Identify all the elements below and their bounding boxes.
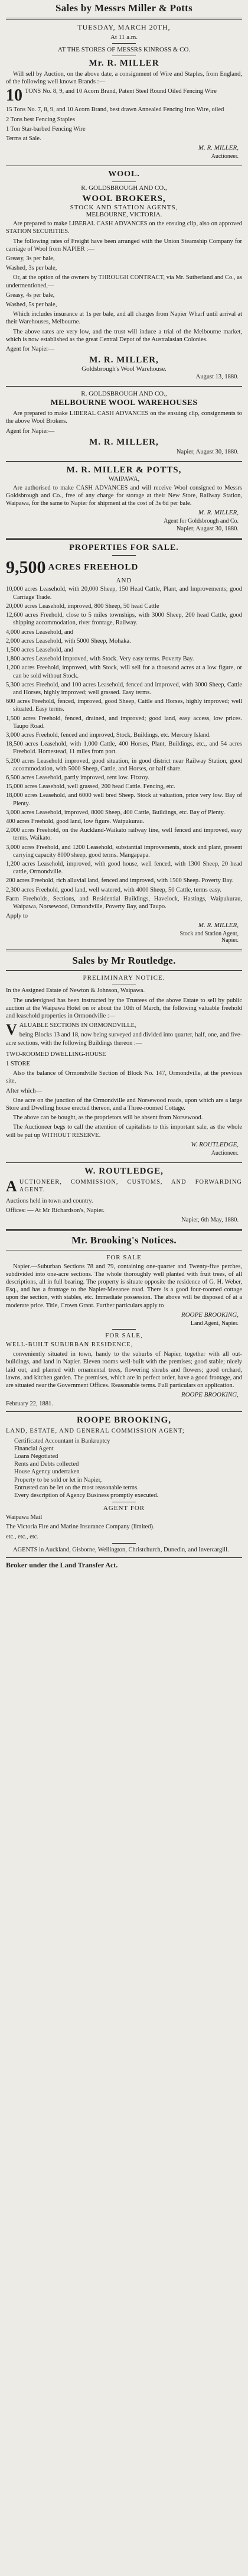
routledge-title: Sales by Mr Routledge. — [72, 955, 176, 967]
signature: M. R. MILLER, — [198, 144, 239, 152]
property-lot: 18,000 acres Leasehold, and 6000 well bred Sheep. Stock at valuation, price very low. Bay of Plenty. — [6, 792, 242, 807]
terms-text: Terms at Sale. — [6, 135, 41, 142]
preliminary-notice: PRELIMINARY NOTICE. — [83, 974, 165, 982]
card-offices: Offices: — At Mr Richardson's, Napier. — [6, 1207, 105, 1214]
card-business: Auctions held in town and country. — [6, 1198, 93, 1205]
signature: ROOPE BROOKING, — [181, 1391, 239, 1399]
property-lot: 3,000 acres Leasehold, improved, 8000 Sheep, 400 Cattle, Buildings, etc. Bay of Plenty. — [6, 809, 225, 816]
divider — [6, 1557, 242, 1558]
divider — [6, 970, 242, 971]
lot-head: ALUABLE SECTIONS IN ORMONDVILLE, — [19, 1022, 136, 1029]
mp-date: Napier, August 30, 1880. — [176, 526, 239, 533]
brooking-notices — [6, 1234, 242, 1569]
gb-date: Napier, August 30, 1880. — [176, 448, 239, 455]
acres-and: AND — [116, 577, 132, 585]
agent-for: AGENT FOR — [103, 1505, 145, 1512]
divider — [112, 555, 136, 556]
wool-paragraph: Which includes insurance at 1s per bale, and all charges from Napier Wharf until arrival at their Warehouses, Melbourne. — [6, 311, 242, 326]
wool-rate: Washed, 5s per bale, — [6, 302, 57, 309]
property-lot: 10,000 acres Leasehold, with 20,000 Sheep, 150 Head Cattle, Plant, and Improvements; good Carriage Trade. — [6, 586, 242, 601]
property-lot: 1,500 acres Leasehold, and — [6, 646, 73, 653]
wool-title: WOOL. — [108, 170, 140, 179]
signature: M. R. MILLER, — [198, 922, 239, 929]
acres-headline — [6, 558, 242, 577]
service-line: Financial Agent — [14, 1445, 54, 1452]
routledge-item: After which— — [6, 1087, 42, 1094]
property-lot: Farm Freeholds, Sections, and Residential Buildings, Havelock, Hastings, Waipukurau, Waipawa, Norsewood, Ormondville, Poverty Bay, and Taupo. — [6, 895, 242, 910]
routledge-notice — [6, 955, 242, 1156]
property-lot: 15,000 acres Leasehold, well grassed, 200 head Cattle. Fencing, etc. — [6, 783, 175, 790]
wool-paragraph: The following rates of Freight have been arranged with the Union Steamship Company for carriage of Wool from NAPIER :— — [6, 238, 242, 252]
lot-body: being Blocks 13 and 18, now being surveyed and divided into quarter, half, one, and five-acre sections, with the following Buildings thereon :— — [6, 1032, 242, 1046]
property-lot: 200 acres Freehold, rich alluvial land, fenced and improved, with 1500 Sheep. Poverty Bay. — [6, 877, 234, 884]
wool-date: August 13, 1880. — [195, 374, 239, 381]
for-sale-head: FOR SALE, — [105, 1331, 143, 1339]
service-line: House Agency undertaken — [14, 1469, 80, 1476]
divider — [6, 461, 242, 462]
property-lot: 1,200 acres Freehold, improved, with Stock, will sell for a thousand acres at a low figure, or can be sold without Stock. — [6, 665, 242, 679]
miller-sale-notice — [6, 2, 242, 160]
brooking-title: Mr. Brooking's Notices. — [71, 1234, 177, 1246]
property-lot: 400 acres Freehold, good land, low figure. Waipukurau. — [6, 818, 145, 825]
routledge-close: The Auctioneer begs to call the attention of capitalists to this important sale, as the whole will be put up WITHOUT RESERVE. — [6, 1124, 242, 1139]
gb-body: Are prepared to make LIBERAL CASH ADVANCES on the ensuing clip, consignments to the above Wool Brokers. — [6, 410, 242, 425]
property-lot: 3,000 acres Freehold, and 1200 Leasehold, substantial improvements, stock and plant, present carrying capacity 8000 sheep, good terms. Mangapapa. — [6, 844, 242, 858]
service-line: Loans Negotiated — [14, 1453, 58, 1460]
service-line: Certificated Accountant in Bankruptcy — [14, 1437, 110, 1444]
divider — [6, 1162, 242, 1163]
wool-paragraph: The above rates are very low, and the trust will induce a trial of the Melbourne market, which is now established as the great Central Depot of the Australasian Colonies. — [6, 328, 242, 343]
apply-text: Apply to — [6, 913, 28, 920]
property-lot: 3,000 acres Freehold, fenced and improved, Stock, Buildings, etc. Mercury Island. — [6, 731, 211, 738]
sale-item: 2 Tons best Fencing Staples — [6, 116, 75, 123]
drop-v: V — [6, 1021, 17, 1039]
routledge-item: TWO-ROOMED DWELLING-HOUSE — [6, 1051, 106, 1058]
signature-role: Land Agent, Napier. — [190, 1320, 239, 1327]
gb-firm: R. GOLDSBROUGH AND CO., — [81, 390, 167, 398]
signature: ROOPE BROOKING, — [181, 1311, 239, 1318]
divider — [6, 18, 242, 20]
sale-item: 1 Ton Star-barbed Fencing Wire — [6, 125, 86, 132]
properties-notice — [6, 543, 242, 944]
service-line: Property to be sold or let in Napier, — [14, 1476, 102, 1483]
property-lot: 1,800 acres Leasehold improved, with Stock. Very easy terms. Poverty Bay. — [6, 656, 194, 663]
wool-paragraph: Or, at the option of the owners by THROUGH CONTRACT, via Mr. Sutherland and Co., as undermentioned,— — [6, 274, 242, 289]
agents-in: AGENTS in Auckland, Gisborne, Wellington, Christchurch, Dunedin, and Invercargill. — [13, 1546, 229, 1553]
property-lot: 1,200 acres Leasehold, improved, with good house, well fenced, with 1300 Sheep, 20 head cattle, Ormondville. — [6, 860, 242, 876]
routledge-item: One acre on the junction of the Ormondville and Norsewood roads, upon which are a large Store and Dwelling house erected thereon, and a Three-roomed Cottage. — [6, 1097, 242, 1112]
divider — [112, 1543, 136, 1544]
mp-place: WAIPAWA, — [108, 475, 140, 482]
wool-paragraph: Are prepared to make LIBERAL CASH ADVANCES on the ensuing clip, also on approved STATION SECURITIES. — [6, 221, 242, 235]
signature-role: Stock and Station Agent, — [180, 931, 239, 938]
signature: W. ROUTLEDGE, — [191, 1140, 239, 1148]
wool-agent-line: Agent for Napier— — [6, 346, 55, 353]
service-line: Every description of Agency Business promptly executed. — [14, 1492, 159, 1499]
sale-time: At 11 a.m. — [110, 34, 138, 41]
property-lot: 18,500 acres Leasehold, with 1,000 Cattle, 400 Horses, Plant, Buildings, etc., and 54 acres Freehold. Homestead, 11 miles from port. — [6, 741, 242, 756]
routledge-item: Also the balance of Ormondville Section of Block No. 147, Ormondville, at the previous site, — [6, 1070, 242, 1085]
brooking-card-title: LAND, ESTATE, AND GENERAL COMMISSION AGENT; — [6, 1428, 185, 1435]
brooking-body-head: WELL-BUILT SUBURBAN RESIDENCE, — [6, 1341, 133, 1348]
wool-rate: Washed, 3s per bale, — [6, 265, 57, 272]
signature-role: Auctioneer. — [211, 153, 239, 160]
divider — [112, 1329, 136, 1330]
wool-agent-role: Goldsbrough's Wool Warehouse. — [81, 365, 167, 373]
property-lot: 2,000 acres Leasehold, with 5000 Sheep, Mohaka. — [6, 637, 131, 644]
wool-rate: Greasy, 4s per bale, — [6, 291, 55, 299]
signature: M. R. MILLER, — [198, 509, 239, 517]
wool-location: MELBOURNE, VICTORIA. — [86, 211, 162, 219]
signature-place: Napier. — [221, 937, 239, 944]
card-name: W. ROUTLEDGE, — [84, 1166, 164, 1176]
routledge-card — [6, 1167, 242, 1223]
divider — [6, 538, 242, 540]
property-lot: 12,600 acres Freehold, close to 5 miles townships, with 3000 Sheep, 200 head Cattle, good shipping accommodation, river frontage, Railway. — [6, 612, 242, 627]
acres-number: 9,500 — [6, 558, 46, 578]
brooking-services — [6, 1437, 242, 1500]
property-lot: 6,500 acres Leasehold, partly improved, rent low. Fitzroy. — [6, 774, 149, 781]
wool-firm-sub2: STOCK AND STATION AGENTS, — [70, 204, 178, 212]
wool-firm-sub: WOOL BROKERS, — [82, 194, 166, 204]
drop-a: A — [6, 1177, 17, 1195]
gb-agent-name: M. R. MILLER, — [89, 437, 159, 447]
big-numeral: 10 — [6, 86, 22, 105]
for-sale-head: FOR SALE — [106, 1253, 142, 1261]
broker-footer: Broker under the Land Transfer Act. — [6, 1560, 118, 1569]
card-line: UCTIONEER, COMMISSION, CUSTOMS, AND FORWARDING AGENT. — [19, 1178, 242, 1194]
property-lot: 5,300 acres Freehold, and 100 acres Leasehold, fenced and improved, with 3000 Sheep, Cattle and Horses, highly improved; well grassed. Easy terms. — [6, 681, 242, 696]
signature-role: Agent for Goldsbrough and Co. — [164, 518, 239, 525]
sale-item: 15 Tons No. 7, 8, 9, and 10 Acorn Brand, best drawn Annealed Fencing Iron Wire, oiled — [6, 106, 224, 114]
brooking-date: February 22, 1881. — [6, 1401, 53, 1408]
property-lot: 600 acres Freehold, fenced, improved, good Sheep, Cattle and Horses, highly improved; well situated. Easy terms. — [6, 698, 242, 713]
miller-sale-title: Sales by Messrs Miller & Potts — [55, 2, 192, 14]
property-list — [6, 585, 242, 910]
wool-firm: R. GOLDSBROUGH AND CO., — [81, 184, 167, 192]
agent-place: Waipawa Mail — [6, 1514, 43, 1521]
routledge-item: 1 STORE — [6, 1061, 30, 1068]
estate-line: In the Assigned Estate of Newton & Johnson, Waipawa. — [6, 987, 145, 994]
routledge-intro: The undersigned has been instructed by the Trustees of the above Estate to sell by public auction at the Waipawa Hotel on or about the 10th of March, the following valuable freehold and leasehold properties in Ormondville :— — [6, 997, 242, 1020]
wool-agent-name: M. R. MILLER, — [89, 355, 159, 365]
wool-notice — [6, 170, 242, 380]
property-lot: 2,000 acres Freehold, on the Auckland-Waikato railway line, well fenced and improved, easy terms. Waikato. — [6, 827, 242, 842]
brooking-body: conveniently situated in town, handy to the suburbs of Napier, together with all out-buildings, and land in Napier. Eleven rooms well-built with the premises; good stable; nicely laid out, and planted with ornamental trees, flowering shrubs and flowers; good orchard, lawns, and kitchen garden. The premises, which are in perfect order, have a good frontage, and are situated near the Government Offices. Reasonable terms. Full particulars on application. — [6, 1351, 242, 1389]
property-lot: 2,300 acres Freehold, good land, well watered, with 4000 Sheep, 50 Cattle, terms easy. — [6, 886, 221, 893]
agent-firms: The Victoria Fire and Marine Insurance Company (limited). — [6, 1524, 155, 1531]
divider — [6, 386, 242, 387]
service-line: Entrusted can be let on the most reasonable terms. — [14, 1484, 139, 1491]
agent-etc: etc., etc., etc. — [6, 1533, 39, 1540]
sale-item: TONS No. 8, 9, and 10 Acorn Brand, Patent Steel Round Oiled Fencing Wire — [25, 88, 217, 95]
property-lot: 20,000 acres Leasehold, improved, 800 Sheep, 50 head Cattle — [6, 602, 159, 610]
card-date: Napier, 6th May, 1880. — [181, 1216, 239, 1223]
sale-intro: Will sell by Auction, on the above date, a consignment of Wire and Staples, from England, of the following well known Brands :— — [6, 71, 242, 86]
divider — [6, 950, 242, 951]
acres-label: ACRES FREEHOLD — [48, 562, 139, 572]
property-lot: 1,500 acres Freehold, fenced, drained, and improved; good land, easy access, low prices. Taupo Road. — [6, 715, 242, 730]
goldsbrough-notice — [6, 390, 242, 455]
brooking-body: Napier.—Suburban Sections 78 and 79, containing one-quarter and Twenty-five perches, subdivided into one-acre sections. The whole thoroughly well planted with fruit trees, of all descriptions, all in full bearing. The property is situate opposite the residence of G. H. Weber, Esq., and has a frontage to the Napier-Meeanee road. There is a good four-roomed cottage upon the section, with stables, etc. Immediate possession. The above will be disposed of at a moderate price. Title, Crown Grant. Further particulars apply to — [6, 1263, 242, 1309]
divider — [6, 1229, 242, 1231]
wool-rate: Greasy, 3s per bale, — [6, 255, 55, 263]
routledge-item: The above can be bought, as the proprietors will be absent from Norsewood. — [13, 1114, 203, 1122]
miller-potts-notice — [6, 465, 242, 533]
gb-agent-line: Agent for Napier— — [6, 427, 55, 435]
mp-firm: M. R. MILLER & POTTS, — [66, 465, 182, 475]
mp-body: Are authorised to make CASH ADVANCES and will receive Wool consigned to Messrs Goldsbrough and Co., free of any charge for storage at their New Store, Railway Station, Waipawa, for the same to Napier for shipment at the cost of 3s 6d per bale. — [6, 484, 242, 507]
brooking-card-name: ROOPE BROOKING, — [76, 1415, 171, 1425]
divider — [6, 1411, 242, 1412]
gb-title: MELBOURNE WOOL WAREHOUSES — [50, 398, 198, 408]
sale-place: AT THE STORES OF MESSRS KINROSS & CO. — [57, 46, 191, 53]
signature-role: Auctioneer. — [211, 1149, 239, 1156]
property-lot: 5,200 acres Leasehold improved, good situation, in good district near Railway Station, good accommodation, with 5000 Sheep, Cattle, and Horses, or half share. — [6, 757, 242, 772]
divider — [112, 43, 136, 44]
auctioneer-head: Mr. R. MILLER — [89, 59, 159, 68]
service-line: Rents and Debts collected — [14, 1461, 79, 1468]
sale-date: TUESDAY, MARCH 20TH, — [77, 23, 171, 31]
properties-title: PROPERTIES FOR SALE. — [69, 543, 179, 553]
property-lot: 4,000 acres Leasehold, and — [6, 628, 73, 636]
